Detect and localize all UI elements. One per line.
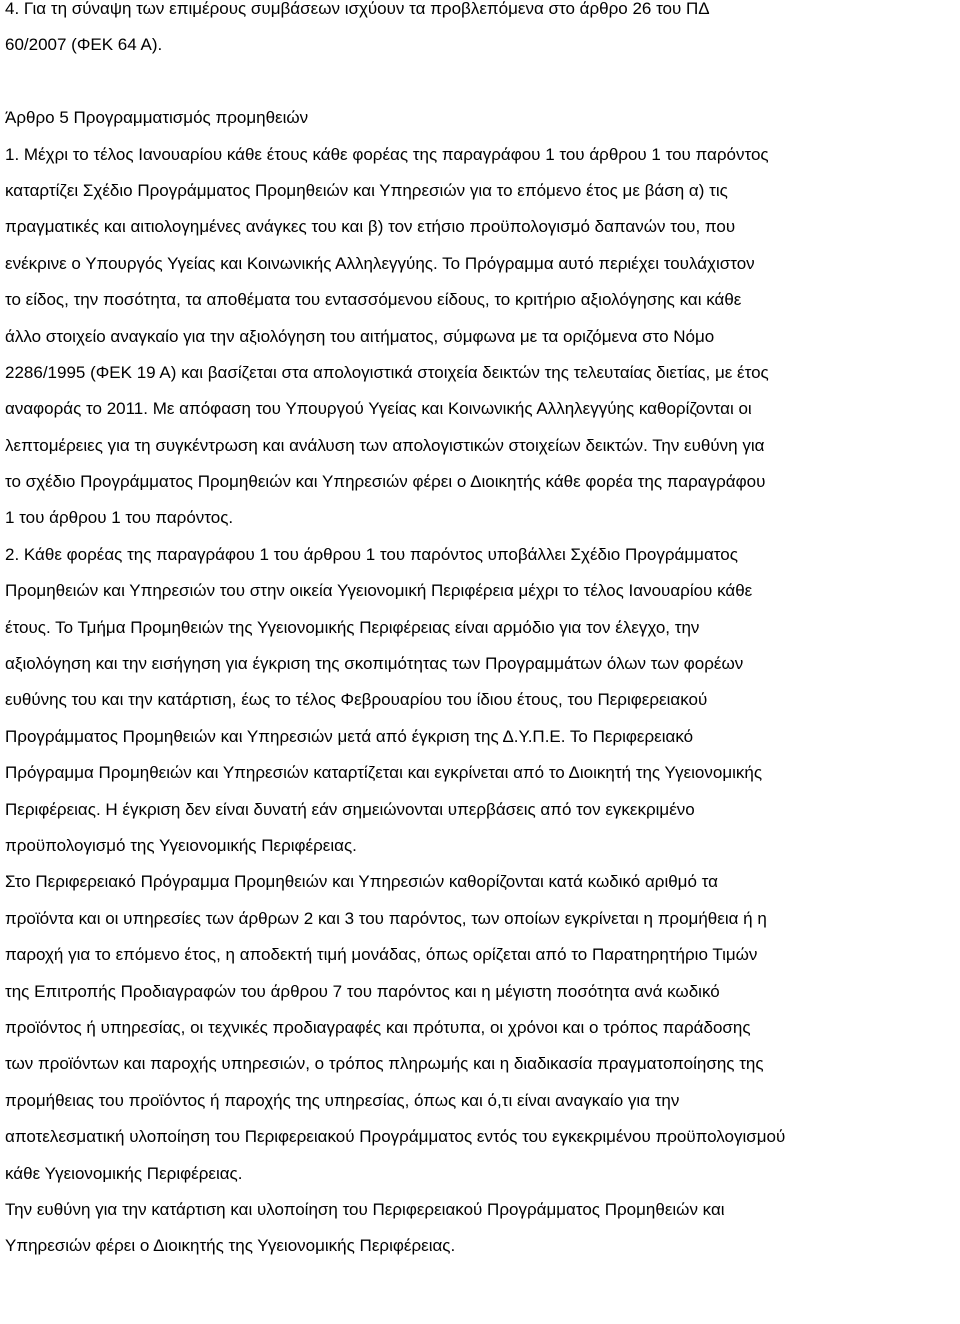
article-5-paragraph-3-line-1: Στο Περιφερειακό Πρόγραμμα Προμηθειών και Υπηρεσιών καθορίζονται κατά κωδικό αριθμό τα — [5, 872, 718, 892]
article-5-paragraph-2-line-6: Προγράμματος Προμηθειών και Υπηρεσιών μετά από έγκριση της Δ.Υ.Π.Ε. Το Περιφερειακό — [5, 726, 694, 746]
article-5-paragraph-1-line-7: 2286/1995 (ΦΕΚ 19 Α) και βασίζεται στα απολογιστικά στοιχεία δεικτών της τελευταίας διετίας, με έτος — [5, 362, 769, 382]
article-5-paragraph-1-line-8: αναφοράς το 2011. Με απόφαση του Υπουργού Υγείας και Κοινωνικής Αλληλεγγύης καθορίζονται οι — [5, 399, 752, 419]
article-5-paragraph-3-line-9: κάθε Υγειονομικής Περιφέρειας. — [5, 1163, 243, 1183]
article-5-paragraph-3-line-8: αποτελεσματική υλοποίηση του Περιφερειακού Προγράμματος εντός του εγκεκριμένου προϋπολογισμού — [5, 1127, 786, 1147]
article-5-paragraph-2-line-7: Πρόγραμμα Προμηθειών και Υπηρεσιών καταρτίζεται και εγκρίνεται από το Διοικητή της Υγειονομικής — [5, 763, 763, 783]
article-5-paragraph-1-line-2: καταρτίζει Σχέδιο Προγράμματος Προμηθειών και Υπηρεσιών για το επόμενο έτος με βάση α) τις — [5, 180, 728, 200]
article-5-paragraph-2-line-4: αξιολόγηση και την εισήγηση για έγκριση της σκοπιμότητας των Προγραμμάτων όλων των φορέων — [5, 654, 744, 674]
article-5-paragraph-1-line-3: πραγματικές και αιτιολογημένες ανάγκες του και β) τον ετήσιο προϋπολογισμό δαπανών του, που — [5, 217, 736, 237]
article-5-paragraph-1-line-1: 1. Μέχρι το τέλος Ιανουαρίου κάθε έτους κάθε φορέας της παραγράφου 1 του άρθρου 1 του παρόντος — [5, 144, 769, 164]
paragraph-4-line-2: 60/2007 (ΦΕΚ 64 Α). — [5, 35, 163, 55]
article-5-paragraph-2-line-3: έτους. Το Τμήμα Προμηθειών της Υγειονομικής Περιφέρειας είναι αρμόδιο για τον έλεγχο, την — [5, 617, 700, 637]
article-5-paragraph-1-line-5: το είδος, την ποσότητα, τα αποθέματα του εντασσόμενου είδους, το κριτήριο αξιολόγησης και κάθε — [5, 290, 742, 310]
article-5-paragraph-4-line-2: Υπηρεσιών φέρει ο Διοικητής της Υγειονομικής Περιφέρειας. — [5, 1236, 456, 1256]
article-5-paragraph-2-line-9: προϋπολογισμό της Υγειονομικής Περιφέρειας. — [5, 835, 357, 855]
article-5-paragraph-1-line-11: 1 του άρθρου 1 του παρόντος. — [5, 508, 234, 528]
article-5-paragraph-3-line-6: των προϊόντων και παροχής υπηρεσιών, ο τρόπος πληρωμής και η διαδικασία πραγματοποίησης της — [5, 1054, 764, 1074]
blank-line — [5, 64, 957, 100]
article-5-paragraph-1-line-9: λεπτομέρειες για τη συγκέντρωση και ανάλυση των απολογιστικών στοιχείων δεικτών. Την ευθύνη για — [5, 435, 765, 455]
article-5-paragraph-3-line-2: προϊόντα και οι υπηρεσίες των άρθρων 2 και 3 του παρόντος, των οποίων εγκρίνεται η προμήθεια ή η — [5, 908, 767, 928]
article-5-paragraph-4-line-1: Την ευθύνη για την κατάρτιση και υλοποίηση του Περιφερειακού Προγράμματος Προμηθειών και — [5, 1199, 725, 1219]
article-5-paragraph-2-line-8: Περιφέρειας. Η έγκριση δεν είναι δυνατή εάν σημειώνονται υπερβάσεις από τον εγκεκριμένο — [5, 799, 695, 819]
paragraph-4-line-1: 4. Για τη σύναψη των επιμέρους συμβάσεων ισχύουν τα προβλεπόμενα στο άρθρο 26 του ΠΔ — [5, 0, 710, 18]
article-5-paragraph-3-line-5: προϊόντος ή υπηρεσίας, οι τεχνικές προδιαγραφές και πρότυπα, οι χρόνοι και ο τρόπος παράδοσης — [5, 1017, 751, 1037]
article-5-paragraph-2-line-1: 2. Κάθε φορέας της παραγράφου 1 του άρθρου 1 του παρόντος υποβάλλει Σχέδιο Προγράμματος — [5, 544, 738, 564]
document-page — [5, 0, 957, 1265]
article-5-paragraph-3-line-4: της Επιτροπής Προδιαγραφών του άρθρου 7 του παρόντος και η μέγιστη ποσότητα ανά κωδικό — [5, 981, 720, 1001]
article-5-paragraph-2-line-5: ευθύνης του και την κατάρτιση, έως το τέλος Φεβρουαρίου του ίδιου έτους, του Περιφερειακού — [5, 690, 708, 710]
article-5-paragraph-3-line-3: παροχή για το επόμενο έτος, η αποδεκτή τιμή μονάδας, όπως ορίζεται από το Παρατηρητήριο Τιμών — [5, 945, 758, 965]
article-5-paragraph-1-line-6: άλλο στοιχείο αναγκαίο για την αξιολόγηση του αιτήματος, σύμφωνα με τα οριζόμενα στο Νόμο — [5, 326, 715, 346]
article-5-paragraph-1-line-4: ενέκρινε ο Υπουργός Υγείας και Κοινωνικής Αλληλεγγύης. Το Πρόγραμμα αυτό περιέχει τουλάχιστον — [5, 253, 755, 273]
article-5-heading: Άρθρο 5 Προγραμματισμός προμηθειών — [5, 108, 309, 128]
article-5-paragraph-1-line-10: το σχέδιο Προγράμματος Προμηθειών και Υπηρεσιών φέρει ο Διοικητής κάθε φορέα της παραγράφου — [5, 472, 766, 492]
article-5-paragraph-2-line-2: Προμηθειών και Υπηρεσιών του στην οικεία Υγειονομική Περιφέρεια μέχρι το τέλος Ιανουαρίου κάθε — [5, 581, 753, 601]
article-5-paragraph-3-line-7: προμήθειας του προϊόντος ή παροχής της υπηρεσίας, όπως και ό,τι είναι αναγκαίο για την — [5, 1090, 680, 1110]
